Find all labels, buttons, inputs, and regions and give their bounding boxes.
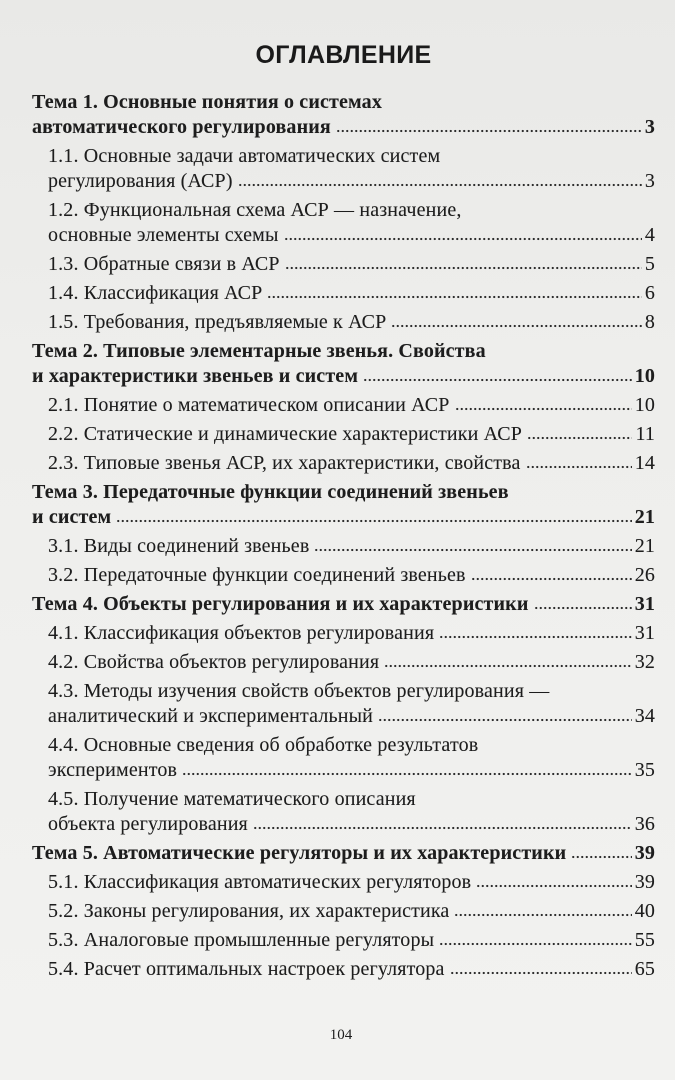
entry-line (48, 899, 655, 924)
page-ref: 4 (644, 224, 655, 246)
entry-line (48, 679, 655, 704)
entry-line (48, 534, 655, 559)
toc-entry-topic-3 (32, 480, 655, 530)
page-ref: 31 (634, 593, 655, 615)
toc-entry-topic-2 (32, 339, 655, 389)
toc-entry-5-3 (32, 928, 655, 953)
page-ref: 39 (634, 842, 655, 864)
entry-line (48, 928, 655, 953)
entry-title-continued: аналитический и экспериментальный (48, 705, 374, 727)
page-ref: 10 (634, 394, 655, 416)
dot-leader (391, 324, 641, 328)
entry-title: Тема 5. Автоматические регуляторы и их характеристики (32, 842, 567, 864)
toc-entry-4-2 (32, 650, 655, 675)
entry-title: Тема 2. Типовые элементарные звенья. Свойства (32, 340, 486, 362)
page-ref: 40 (634, 900, 655, 922)
page-ref: 3 (644, 170, 655, 192)
entry-line (48, 621, 655, 646)
toc-entry-3-2 (32, 563, 655, 588)
entry-line (48, 870, 655, 895)
dot-leader (314, 548, 631, 552)
entry-line (32, 592, 655, 617)
entry-line (48, 393, 655, 418)
entry-title: Тема 4. Объекты регулирования и их характеристики (32, 593, 529, 615)
toc-entry-1-4 (32, 281, 655, 306)
page-ref: 21 (634, 535, 655, 557)
toc-entry-1-1 (32, 144, 655, 194)
entry-line (48, 733, 655, 758)
toc-entry-5-1 (32, 870, 655, 895)
dot-leader (284, 237, 642, 241)
dot-leader (285, 266, 642, 270)
entry-title: 1.2. Функциональная схема АСР — назначение, (48, 199, 462, 221)
dot-leader (454, 913, 631, 917)
page-ref: 6 (644, 282, 655, 304)
entry-line (32, 364, 655, 389)
dot-leader (267, 295, 641, 299)
entry-line (48, 812, 655, 837)
entry-title-continued: объекта регулирования (48, 813, 248, 835)
entry-title: 1.4. Классификация АСР (48, 282, 263, 304)
page-ref: 36 (634, 813, 655, 835)
toc-entry-5-4 (32, 957, 655, 982)
page-ref: 21 (634, 506, 655, 528)
dot-leader (253, 826, 632, 830)
dot-leader (439, 635, 632, 639)
entry-title-continued: экспериментов (48, 759, 178, 781)
entry-title-continued: регулирования (АСР) (48, 170, 233, 192)
toc-entry-4-3 (32, 679, 655, 729)
dot-leader (384, 664, 631, 668)
dot-leader (527, 436, 632, 440)
toc-entry-3-1 (32, 534, 655, 559)
table-of-contents (32, 90, 655, 986)
entry-line (48, 223, 655, 248)
dot-leader (116, 519, 631, 523)
dot-leader (471, 577, 632, 581)
page-ref: 3 (644, 116, 655, 138)
page-ref: 10 (634, 365, 655, 387)
entry-title: 5.2. Законы регулирования, их характеристика (48, 900, 450, 922)
entry-title: 5.4. Расчет оптимальных настроек регулятора (48, 958, 445, 980)
entry-title-continued: и характеристики звеньев и систем (32, 365, 359, 387)
entry-title: 4.5. Получение математического описания (48, 788, 416, 810)
entry-title: 4.1. Классификация объектов регулирования (48, 622, 435, 644)
entry-title: 2.3. Типовые звенья АСР, их характеристики, свойства (48, 452, 521, 474)
page-ref: 32 (634, 651, 655, 673)
page-number: 104 (329, 1027, 353, 1043)
entry-title: 4.4. Основные сведения об обработке результатов (48, 734, 479, 756)
toc-entry-2-2 (32, 422, 655, 447)
entry-title: Тема 3. Передаточные функции соединений звеньев (32, 481, 509, 503)
entry-line (48, 422, 655, 447)
dot-leader (450, 971, 632, 975)
toc-entry-topic-1 (32, 90, 655, 140)
page-ref: 14 (634, 452, 655, 474)
entry-title-continued: основные элементы схемы (48, 224, 279, 246)
entry-line (32, 115, 655, 140)
dot-leader (378, 718, 632, 722)
entry-title: 2.2. Статические и динамические характеристики АСР (48, 423, 523, 445)
page-ref: 8 (644, 311, 655, 333)
entry-title: 1.3. Обратные связи в АСР (48, 253, 280, 275)
entry-line (48, 704, 655, 729)
entry-line (48, 650, 655, 675)
page-ref: 39 (634, 871, 655, 893)
entry-line (48, 281, 655, 306)
entry-title: 5.3. Аналоговые промышленные регуляторы (48, 929, 435, 951)
toc-entry-4-1 (32, 621, 655, 646)
page-ref: 65 (634, 958, 655, 980)
entry-line (48, 563, 655, 588)
toc-entry-2-1 (32, 393, 655, 418)
dot-leader (238, 183, 642, 187)
toc-entry-2-3 (32, 451, 655, 476)
page-ref: 35 (634, 759, 655, 781)
dot-leader (534, 606, 632, 610)
dot-leader (336, 129, 642, 133)
entry-line (48, 198, 655, 223)
entry-line (48, 758, 655, 783)
toc-entry-4-5 (32, 787, 655, 837)
entry-title: 3.1. Виды соединений звеньев (48, 535, 310, 557)
entry-line (48, 144, 655, 169)
dot-leader (571, 855, 631, 859)
entry-line (48, 787, 655, 812)
entry-line (32, 841, 655, 866)
toc-entry-topic-4 (32, 592, 655, 617)
toc-entry-1-5 (32, 310, 655, 335)
entry-title: 4.3. Методы изучения свойств объектов регулирования — (48, 680, 550, 702)
page-ref: 55 (634, 929, 655, 951)
entry-line (48, 252, 655, 277)
dot-leader (455, 407, 632, 411)
entry-title: 1.1. Основные задачи автоматических систем (48, 145, 441, 167)
entry-line (48, 451, 655, 476)
entry-title: 2.1. Понятие о математическом описании АСР (48, 394, 450, 416)
entry-title-continued: автоматического регулирования (32, 116, 331, 138)
page-ref: 11 (635, 423, 655, 445)
page-title: ОГЛАВЛЕНИЕ (255, 41, 432, 69)
entry-line (48, 957, 655, 982)
entry-line (32, 480, 655, 505)
entry-line (32, 90, 655, 115)
entry-title: 3.2. Передаточные функции соединений звеньев (48, 564, 466, 586)
entry-line (48, 169, 655, 194)
toc-entry-1-3 (32, 252, 655, 277)
dot-leader (363, 378, 632, 382)
entry-line (32, 505, 655, 530)
toc-entry-5-2 (32, 899, 655, 924)
page-ref: 34 (634, 705, 655, 727)
entry-title: 5.1. Классификация автоматических регуляторов (48, 871, 472, 893)
entry-title-continued: и систем (32, 506, 112, 528)
dot-leader (182, 772, 632, 776)
toc-entry-topic-5 (32, 841, 655, 866)
toc-entry-1-2 (32, 198, 655, 248)
toc-entry-4-4 (32, 733, 655, 783)
entry-line (48, 310, 655, 335)
page-ref: 5 (644, 253, 655, 275)
entry-title: 4.2. Свойства объектов регулирования (48, 651, 380, 673)
entry-title: Тема 1. Основные понятия о системах (32, 91, 382, 113)
entry-title: 1.5. Требования, предъявляемые к АСР (48, 311, 387, 333)
entry-line (32, 339, 655, 364)
page-ref: 26 (634, 564, 655, 586)
dot-leader (439, 942, 632, 946)
dot-leader (526, 465, 632, 469)
dot-leader (476, 884, 631, 888)
page-ref: 31 (634, 622, 655, 644)
